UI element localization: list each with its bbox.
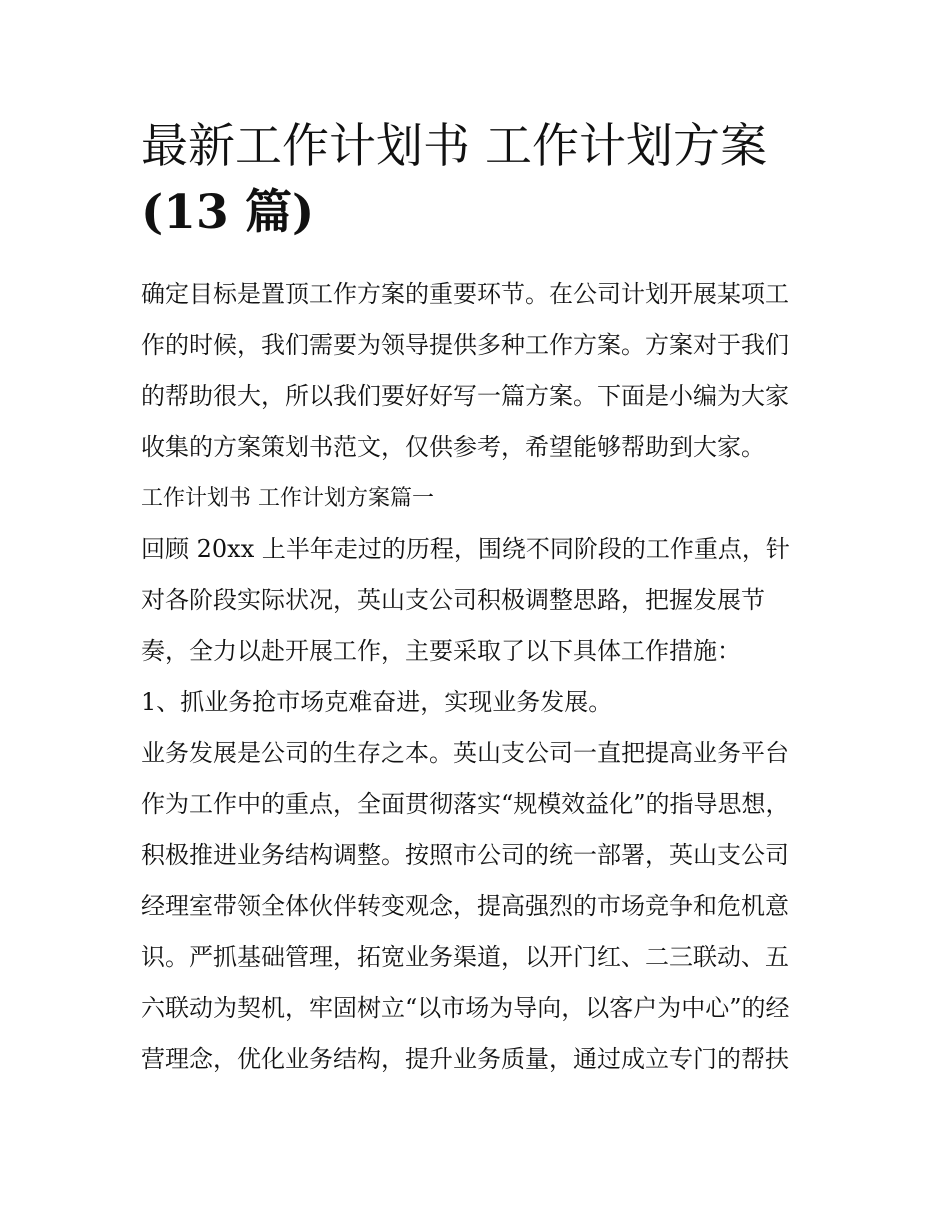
paragraph-line: 收集的方案策划书范文，仅供参考，希望能够帮助到大家。	[141, 433, 765, 461]
paragraph-line: 确定目标是置顶工作方案的重要环节。在公司计划开展某项工	[141, 280, 789, 308]
paragraph-line: 作为工作中的重点，全面贯彻落实“规模效益化”的指导思想，	[141, 790, 790, 818]
document-title-line: 最新工作计划书 工作计划方案	[141, 119, 767, 174]
paragraph-line: 六联动为契机，牢固树立“以市场为导向，以客户为中心”的经	[141, 994, 790, 1022]
document-content	[141, 114, 813, 1085]
paragraph-line: 积极推进业务结构调整。按照市公司的统一部署，英山支公司	[141, 841, 789, 869]
paragraph-line: 经理室带领全体伙伴转变观念，提高强烈的市场竞争和危机意	[141, 892, 789, 920]
paragraph-line: 奏，全力以赴开展工作，主要采取了以下具体工作措施：	[141, 637, 741, 665]
intro-paragraph	[141, 269, 813, 473]
paragraph-line: 对各阶段实际状况，英山支公司积极调整思路，把握发展节	[141, 586, 765, 614]
section-heading: 工作计划书 工作计划方案篇一	[141, 486, 434, 511]
document-title	[141, 114, 813, 246]
paragraph-line: 回顾 20xx 上半年走过的历程，围绕不同阶段的工作重点，针	[141, 535, 790, 563]
list-item: 1、抓业务抢市场克难奋进，实现业务发展。	[141, 688, 613, 716]
paragraph-line: 作的时候，我们需要为领导提供多种工作方案。方案对于我们	[141, 331, 789, 359]
paragraph-line: 业务发展是公司的生存之本。英山支公司一直把提高业务平台	[141, 739, 789, 767]
body-paragraph	[141, 728, 813, 1085]
paragraph-line: 的帮助很大，所以我们要好好写一篇方案。下面是小编为大家	[141, 382, 789, 410]
document-title-line: (13 篇)	[141, 185, 315, 240]
paragraph-line: 识。严抓基础管理，拓宽业务渠道，以开门红、二三联动、五	[141, 943, 789, 971]
review-paragraph	[141, 524, 813, 677]
paragraph-line: 营理念，优化业务结构，提升业务质量，通过成立专门的帮扶	[141, 1045, 789, 1073]
